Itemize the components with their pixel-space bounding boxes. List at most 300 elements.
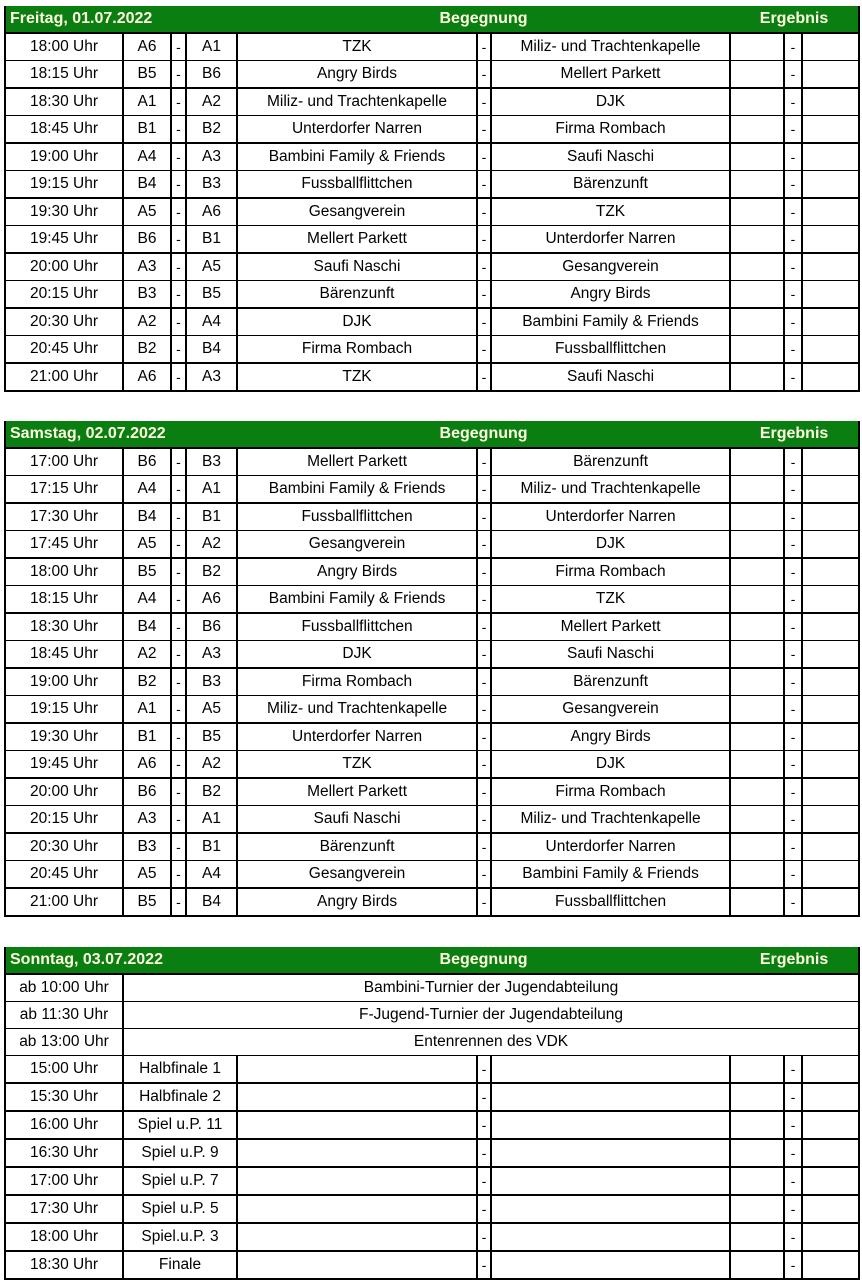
score-away-field[interactable]	[802, 751, 859, 779]
group-code-home: A3	[123, 806, 171, 834]
group-code-home: A5	[123, 861, 171, 889]
match-row	[5, 503, 859, 531]
team-away-field[interactable]	[491, 1195, 730, 1223]
score-separator: -	[784, 668, 802, 696]
match-time: 20:15 Uhr	[5, 281, 123, 309]
score-separator: -	[784, 806, 802, 834]
knockout-row	[5, 1167, 859, 1195]
score-away-field[interactable]	[802, 613, 859, 641]
score-away-field[interactable]	[802, 558, 859, 586]
score-away-field[interactable]	[802, 696, 859, 724]
team-away: Angry Birds	[491, 281, 730, 309]
match-time: 20:45 Uhr	[5, 336, 123, 364]
score-separator: -	[784, 723, 802, 751]
code-separator: -	[171, 531, 186, 559]
score-separator: -	[784, 531, 802, 559]
score-home-field[interactable]	[730, 641, 784, 669]
score-separator: -	[784, 198, 802, 226]
schedule-table-saturday	[4, 421, 860, 917]
team-away: Angry Birds	[491, 723, 730, 751]
event-row	[5, 1002, 859, 1029]
team-away-field[interactable]	[491, 1139, 730, 1167]
group-code-home: A1	[123, 88, 171, 116]
event-title: Bambini-Turnier der Jugendabteilung	[123, 974, 859, 1002]
group-code-away: B1	[186, 226, 237, 254]
group-code-home: B6	[123, 226, 171, 254]
team-home: Bärenzunft	[237, 833, 477, 861]
match-row	[5, 641, 859, 669]
ergebnis-header: Ergebnis	[730, 947, 859, 974]
code-separator: -	[171, 696, 186, 724]
round-name: Spiel u.P. 11	[123, 1111, 237, 1139]
score-away-field[interactable]	[802, 448, 859, 476]
team-home-field[interactable]	[237, 1056, 477, 1084]
score-home-field[interactable]	[730, 778, 784, 806]
score-separator: -	[784, 61, 802, 89]
score-away-field[interactable]	[802, 503, 859, 531]
team-separator: -	[477, 1111, 491, 1139]
match-time: 17:45 Uhr	[5, 531, 123, 559]
team-home-field[interactable]	[237, 1167, 477, 1195]
score-home-field[interactable]	[730, 723, 784, 751]
score-away-field[interactable]	[802, 806, 859, 834]
score-away-field[interactable]	[802, 861, 859, 889]
team-away: DJK	[491, 531, 730, 559]
team-separator: -	[477, 61, 491, 89]
group-code-away: A3	[186, 641, 237, 669]
team-away: Gesangverein	[491, 696, 730, 724]
team-home: Fussballflittchen	[237, 503, 477, 531]
team-home: Fussballflittchen	[237, 613, 477, 641]
score-home-field[interactable]	[730, 171, 784, 199]
team-away: TZK	[491, 198, 730, 226]
score-away-field[interactable]	[802, 116, 859, 144]
score-away-field[interactable]	[802, 1056, 859, 1084]
team-away: DJK	[491, 751, 730, 779]
score-separator: -	[784, 1251, 802, 1279]
team-away: Miliz- und Trachtenkapelle	[491, 33, 730, 61]
team-separator: -	[477, 723, 491, 751]
score-home-field[interactable]	[730, 531, 784, 559]
team-separator: -	[477, 253, 491, 281]
match-row	[5, 476, 859, 504]
score-separator: -	[784, 888, 802, 916]
group-code-home: A5	[123, 531, 171, 559]
score-away-field[interactable]	[802, 1251, 859, 1279]
group-code-home: B2	[123, 336, 171, 364]
code-separator: -	[171, 308, 186, 336]
team-away: Saufi Naschi	[491, 363, 730, 391]
group-code-home: A4	[123, 476, 171, 504]
team-away: Mellert Parkett	[491, 61, 730, 89]
score-home-field[interactable]	[730, 613, 784, 641]
team-home: Mellert Parkett	[237, 226, 477, 254]
team-separator: -	[477, 503, 491, 531]
score-home-field[interactable]	[730, 61, 784, 89]
team-separator: -	[477, 778, 491, 806]
team-home: Mellert Parkett	[237, 448, 477, 476]
score-home-field[interactable]	[730, 1195, 784, 1223]
group-code-home: A2	[123, 308, 171, 336]
team-home: Unterdorfer Narren	[237, 723, 477, 751]
score-home-field[interactable]	[730, 558, 784, 586]
score-away-field[interactable]	[802, 1111, 859, 1139]
match-row	[5, 61, 859, 89]
score-home-field[interactable]	[730, 308, 784, 336]
team-away: Firma Rombach	[491, 116, 730, 144]
team-home: Saufi Naschi	[237, 806, 477, 834]
group-code-away: A3	[186, 363, 237, 391]
score-home-field[interactable]	[730, 503, 784, 531]
team-separator: -	[477, 448, 491, 476]
round-name: Halbfinale 1	[123, 1056, 237, 1084]
score-separator: -	[784, 833, 802, 861]
team-home-field[interactable]	[237, 1223, 477, 1251]
score-away-field[interactable]	[802, 171, 859, 199]
code-separator: -	[171, 143, 186, 171]
score-away-field[interactable]	[802, 226, 859, 254]
group-code-away: B3	[186, 171, 237, 199]
score-away-field[interactable]	[802, 253, 859, 281]
score-separator: -	[784, 253, 802, 281]
match-time: 18:15 Uhr	[5, 61, 123, 89]
team-separator: -	[477, 198, 491, 226]
team-away-field[interactable]	[491, 1251, 730, 1279]
group-code-home: B5	[123, 888, 171, 916]
score-home-field[interactable]	[730, 198, 784, 226]
score-home-field[interactable]	[730, 476, 784, 504]
group-code-home: B2	[123, 668, 171, 696]
score-away-field[interactable]	[802, 476, 859, 504]
day-date-label: Sonntag, 03.07.2022	[5, 947, 237, 974]
score-separator: -	[784, 558, 802, 586]
team-home: Bambini Family & Friends	[237, 476, 477, 504]
score-home-field[interactable]	[730, 586, 784, 614]
team-home-field[interactable]	[237, 1195, 477, 1223]
round-name: Finale	[123, 1251, 237, 1279]
match-time: 17:15 Uhr	[5, 476, 123, 504]
score-separator: -	[784, 226, 802, 254]
team-separator: -	[477, 1223, 491, 1251]
event-title: Entenrennen des VDK	[123, 1029, 859, 1056]
score-home-field[interactable]	[730, 1139, 784, 1167]
match-time: 15:30 Uhr	[5, 1083, 123, 1111]
score-away-field[interactable]	[802, 198, 859, 226]
score-away-field[interactable]	[802, 1083, 859, 1111]
team-separator: -	[477, 751, 491, 779]
team-home: Gesangverein	[237, 198, 477, 226]
round-name: Spiel u.P. 9	[123, 1139, 237, 1167]
team-separator: -	[477, 116, 491, 144]
match-time: 18:00 Uhr	[5, 558, 123, 586]
score-separator: -	[784, 778, 802, 806]
group-code-away: B4	[186, 888, 237, 916]
team-home: Angry Birds	[237, 888, 477, 916]
begegnung-header: Begegnung	[237, 6, 730, 33]
match-time: 19:45 Uhr	[5, 226, 123, 254]
team-away: Fussballflittchen	[491, 888, 730, 916]
score-home-field[interactable]	[730, 1251, 784, 1279]
day-header	[5, 421, 859, 448]
score-separator: -	[784, 696, 802, 724]
score-home-field[interactable]	[730, 668, 784, 696]
team-away-field[interactable]	[491, 1223, 730, 1251]
score-away-field[interactable]	[802, 1139, 859, 1167]
team-home-field[interactable]	[237, 1083, 477, 1111]
score-separator: -	[784, 88, 802, 116]
score-separator: -	[784, 281, 802, 309]
match-time: 19:00 Uhr	[5, 668, 123, 696]
team-home: DJK	[237, 641, 477, 669]
score-separator: -	[784, 861, 802, 889]
team-away: Fussballflittchen	[491, 336, 730, 364]
group-code-away: A6	[186, 586, 237, 614]
score-separator: -	[784, 586, 802, 614]
match-time: 18:30 Uhr	[5, 613, 123, 641]
team-away: Gesangverein	[491, 253, 730, 281]
group-code-away: B3	[186, 448, 237, 476]
knockout-row	[5, 1083, 859, 1111]
group-code-home: B6	[123, 778, 171, 806]
score-separator: -	[784, 1195, 802, 1223]
team-separator: -	[477, 88, 491, 116]
team-separator: -	[477, 336, 491, 364]
team-separator: -	[477, 476, 491, 504]
begegnung-header: Begegnung	[237, 421, 730, 448]
team-separator: -	[477, 531, 491, 559]
score-away-field[interactable]	[802, 586, 859, 614]
schedule-table-friday	[4, 6, 860, 392]
round-name: Halbfinale 2	[123, 1083, 237, 1111]
group-code-home: B1	[123, 723, 171, 751]
group-code-home: B4	[123, 613, 171, 641]
score-home-field[interactable]	[730, 1056, 784, 1084]
match-time: 20:00 Uhr	[5, 778, 123, 806]
code-separator: -	[171, 363, 186, 391]
score-home-field[interactable]	[730, 88, 784, 116]
match-time: 21:00 Uhr	[5, 363, 123, 391]
team-separator: -	[477, 613, 491, 641]
score-home-field[interactable]	[730, 1167, 784, 1195]
score-away-field[interactable]	[802, 1167, 859, 1195]
event-time: ab 11:30 Uhr	[5, 1002, 123, 1029]
score-separator: -	[784, 308, 802, 336]
code-separator: -	[171, 751, 186, 779]
score-away-field[interactable]	[802, 143, 859, 171]
team-separator: -	[477, 363, 491, 391]
score-away-field[interactable]	[802, 33, 859, 61]
match-time: 17:00 Uhr	[5, 448, 123, 476]
match-row	[5, 281, 859, 309]
team-home-field[interactable]	[237, 1251, 477, 1279]
knockout-row	[5, 1111, 859, 1139]
day-header	[5, 947, 859, 974]
team-away: DJK	[491, 88, 730, 116]
score-separator: -	[784, 613, 802, 641]
group-code-away: A1	[186, 806, 237, 834]
team-away-field[interactable]	[491, 1167, 730, 1195]
group-code-away: A2	[186, 88, 237, 116]
group-code-home: B5	[123, 558, 171, 586]
score-home-field[interactable]	[730, 336, 784, 364]
group-code-home: A6	[123, 33, 171, 61]
group-code-away: B5	[186, 723, 237, 751]
score-away-field[interactable]	[802, 833, 859, 861]
score-away-field[interactable]	[802, 723, 859, 751]
team-separator: -	[477, 806, 491, 834]
score-away-field[interactable]	[802, 336, 859, 364]
team-home: Bambini Family & Friends	[237, 143, 477, 171]
score-away-field[interactable]	[802, 668, 859, 696]
score-away-field[interactable]	[802, 1195, 859, 1223]
score-home-field[interactable]	[730, 281, 784, 309]
score-away-field[interactable]	[802, 641, 859, 669]
match-row	[5, 363, 859, 391]
team-away-field[interactable]	[491, 1111, 730, 1139]
code-separator: -	[171, 503, 186, 531]
knockout-row	[5, 1139, 859, 1167]
event-row	[5, 974, 859, 1002]
score-separator: -	[784, 1111, 802, 1139]
match-row	[5, 586, 859, 614]
team-separator: -	[477, 33, 491, 61]
team-home: Saufi Naschi	[237, 253, 477, 281]
score-home-field[interactable]	[730, 33, 784, 61]
team-away: Mellert Parkett	[491, 613, 730, 641]
score-home-field[interactable]	[730, 696, 784, 724]
code-separator: -	[171, 448, 186, 476]
team-away: TZK	[491, 586, 730, 614]
code-separator: -	[171, 253, 186, 281]
match-row	[5, 888, 859, 916]
match-time: 18:45 Uhr	[5, 116, 123, 144]
team-away-field[interactable]	[491, 1056, 730, 1084]
group-code-home: B3	[123, 833, 171, 861]
team-home: Gesangverein	[237, 531, 477, 559]
code-separator: -	[171, 558, 186, 586]
score-home-field[interactable]	[730, 806, 784, 834]
code-separator: -	[171, 336, 186, 364]
score-separator: -	[784, 503, 802, 531]
team-separator: -	[477, 696, 491, 724]
team-home-field[interactable]	[237, 1111, 477, 1139]
match-time: 19:00 Uhr	[5, 143, 123, 171]
score-home-field[interactable]	[730, 888, 784, 916]
group-code-home: A5	[123, 198, 171, 226]
day-date-label: Freitag, 01.07.2022	[5, 6, 237, 33]
group-code-home: B5	[123, 61, 171, 89]
score-away-field[interactable]	[802, 531, 859, 559]
team-away: Firma Rombach	[491, 558, 730, 586]
score-separator: -	[784, 1083, 802, 1111]
day-header	[5, 6, 859, 33]
team-home: Fussballflittchen	[237, 171, 477, 199]
score-home-field[interactable]	[730, 1223, 784, 1251]
group-code-home: A4	[123, 143, 171, 171]
match-time: 20:30 Uhr	[5, 833, 123, 861]
team-away: Saufi Naschi	[491, 641, 730, 669]
score-separator: -	[784, 1056, 802, 1084]
team-home: Firma Rombach	[237, 336, 477, 364]
match-time: 19:30 Uhr	[5, 723, 123, 751]
team-separator: -	[477, 1167, 491, 1195]
score-home-field[interactable]	[730, 448, 784, 476]
match-time: 20:30 Uhr	[5, 308, 123, 336]
team-home: TZK	[237, 363, 477, 391]
score-home-field[interactable]	[730, 143, 784, 171]
score-away-field[interactable]	[802, 308, 859, 336]
team-away: Unterdorfer Narren	[491, 226, 730, 254]
match-time: 20:00 Uhr	[5, 253, 123, 281]
score-away-field[interactable]	[802, 1223, 859, 1251]
score-home-field[interactable]	[730, 1111, 784, 1139]
match-time: 18:30 Uhr	[5, 1251, 123, 1279]
score-away-field[interactable]	[802, 888, 859, 916]
score-home-field[interactable]	[730, 116, 784, 144]
team-away: Miliz- und Trachtenkapelle	[491, 806, 730, 834]
team-separator: -	[477, 1056, 491, 1084]
match-time: 18:30 Uhr	[5, 88, 123, 116]
score-away-field[interactable]	[802, 61, 859, 89]
team-home-field[interactable]	[237, 1139, 477, 1167]
match-time: 17:30 Uhr	[5, 1195, 123, 1223]
group-code-away: B3	[186, 668, 237, 696]
group-code-away: B2	[186, 558, 237, 586]
group-code-away: B2	[186, 116, 237, 144]
score-separator: -	[784, 1223, 802, 1251]
score-away-field[interactable]	[802, 281, 859, 309]
code-separator: -	[171, 226, 186, 254]
score-away-field[interactable]	[802, 778, 859, 806]
score-away-field[interactable]	[802, 88, 859, 116]
group-code-home: A2	[123, 641, 171, 669]
group-code-home: A4	[123, 586, 171, 614]
code-separator: -	[171, 833, 186, 861]
team-away: Saufi Naschi	[491, 143, 730, 171]
match-row	[5, 806, 859, 834]
team-away-field[interactable]	[491, 1083, 730, 1111]
team-separator: -	[477, 1083, 491, 1111]
score-away-field[interactable]	[802, 363, 859, 391]
team-separator: -	[477, 641, 491, 669]
score-home-field[interactable]	[730, 751, 784, 779]
score-home-field[interactable]	[730, 253, 784, 281]
team-separator: -	[477, 171, 491, 199]
score-home-field[interactable]	[730, 226, 784, 254]
match-row	[5, 448, 859, 476]
team-separator: -	[477, 558, 491, 586]
score-home-field[interactable]	[730, 363, 784, 391]
match-row	[5, 833, 859, 861]
group-code-home: B4	[123, 503, 171, 531]
score-home-field[interactable]	[730, 861, 784, 889]
team-separator: -	[477, 1195, 491, 1223]
team-home: Angry Birds	[237, 61, 477, 89]
match-row	[5, 531, 859, 559]
score-home-field[interactable]	[730, 1083, 784, 1111]
team-separator: -	[477, 861, 491, 889]
team-separator: -	[477, 226, 491, 254]
team-away: Unterdorfer Narren	[491, 833, 730, 861]
code-separator: -	[171, 668, 186, 696]
group-code-away: B2	[186, 778, 237, 806]
code-separator: -	[171, 281, 186, 309]
match-time: 20:15 Uhr	[5, 806, 123, 834]
team-separator: -	[477, 281, 491, 309]
match-time: 18:45 Uhr	[5, 641, 123, 669]
team-home: Gesangverein	[237, 861, 477, 889]
score-home-field[interactable]	[730, 833, 784, 861]
